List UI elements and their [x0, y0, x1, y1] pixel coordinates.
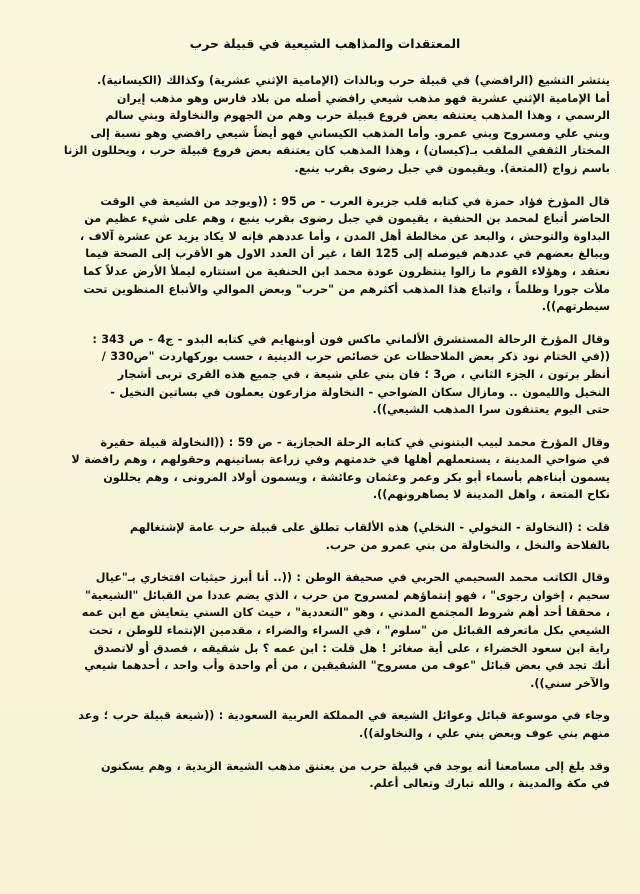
paragraph-line: ينتشر التشيع (الرافضي) في قبيلة حرب وبالذات (الإمامية الإثني عشرية) وكذالك (الكيسانية). — [97, 74, 610, 87]
paragraph-line: وجاء في موسوعة قبائل وعوائل الشيعة في المملكة العربية السعودية : ((شيعة قبيلة حرب ؛ وعد — [78, 709, 610, 723]
paragraph-line: يسمون أبناءهم بأسماء أبو بكر وعمر وعثمان وعائشة ، ويسمون أولاد المرونى ، وهم يحللون — [103, 470, 610, 484]
paragraph-line: الشيعي بكل ماتعرفه القبائل من "سلوم" ، في السراء والضراء ، مقدمين الإنتماء للوطن ، تحت — [88, 624, 610, 638]
paragraph-line: أنظر برتون ، الجزء الثاني ، ص3 ؛ فان بني علي شيعة ، في جميع هذه القرى تربى أشجار — [117, 367, 610, 381]
paragraph-line: قلت : (النخاولة - النخولي - النخلي) هذه الألقاب تطلق على قبيلة حرب عامة لإشتغالهم — [129, 521, 610, 535]
paragraph-line: حتى اليوم يعتنقون سرا المذهب الشيعي)). — [372, 403, 610, 417]
paragraph-line: الرسمي ، وهذا المذهب يعتنقه بعض فروع قبيلة حرب وهم من الجهوم والنخاولة وبني سالم — [105, 109, 610, 123]
document-body — [40, 72, 610, 793]
paragraph-line: البداوة والتوحش ، والبعد عن مخالطة أهل المدن ، وأما عددهم فإنه لا يكاد يزيد عن عشرة آلاف ، — [79, 229, 610, 243]
paragraph-1 — [40, 72, 610, 178]
paragraph-line: النخيل والليمون .. ومازال سكان الضواحي - النخاولة مزارعون يعملون في بساتين النخيل - — [110, 385, 610, 399]
paragraph-line: ، محققا أحد أهم شروط المجتمع المدني ، وهو "التعددية" ، حيث كان السني يتعايش مع ابن عمه — [81, 606, 610, 620]
paragraph-line: المختار الثقفي الملقب بـ(كيسان) ، وهذا المذهب كان يعتنقه بعض فروع قبيلة حرب ، ويحللون الزنا — [63, 144, 610, 158]
paragraph-line: ملأت جورا وظلماً ، واتباع هذا المذهب أكثرهم من "حرب" وبعض الموالي والأتباع المنظوين تحت — [83, 282, 610, 296]
paragraph-line: راية ابن سعود الخضراء ، على أية صغائر ! هل قلت : ابن عمه ؟ بل شقيقه ، فصدق أو لاتصدق — [93, 641, 610, 655]
paragraph-line: الحاضر أتباع لمحمد بن الحنفية ، يقيمون في جبل رضوى بقرب ينبع ، وهم على شيء عظيم من — [84, 212, 610, 226]
paragraph-line: وقال الكاتب محمد السحيمي الحربي في صحيفة الوطن : ((.. أنا أبرز حيثيات افتخاري بـ"عيال — [95, 571, 610, 585]
paragraph-line: في ضواحي المدينة ، يستعملهم أهلها في خدمتهم وفي زراعة بساتينهم وحقولهم ، وهم رافضة لا — [71, 453, 610, 467]
paragraph-line: وقال المؤرخ محمد لبيب البتنوني في كتابه الرحلة الحجازية - ص 59 : ((النخاولة قبيلة حقيرة — [100, 435, 610, 449]
paragraph-line: والآخر سني)). — [530, 676, 610, 690]
paragraph-line: في مكة والمدينة ، والله تبارك وتعالى أعلم. — [369, 777, 610, 791]
paragraph-line: سحيم ، إخوان رجوى" ، فهو إنتماؤهم لمسروح من حرب ، الذي يضم عددا من القبائل "الشيعية" — [85, 588, 610, 602]
paragraph-8 — [40, 758, 610, 793]
paragraph-line: نعتقد ، وهؤلاء القوم ما زالوا ينتظرون عودة محمد ابن الحنفية من استتاره ليملأ الأرض عدلاً كما — [83, 264, 610, 278]
paragraph-line: باسم زواج (المتعة). ويقيمون في جبل رضوى بقرب ينبع. — [294, 161, 610, 175]
page-title: المعتقدات والمذاهب الشيعية في قبيلة حرب — [189, 36, 461, 51]
paragraph-line: سيطرتهم)). — [541, 300, 610, 314]
paragraph-line: وقد بلغ إلى مسامعنا أنه يوجد في قبيلة حرب من يعتنق مذهب الشيعة الزيدية ، وهم يسكنون — [100, 759, 610, 773]
paragraph-line: منهم بني عوف وبعض بني علي ، والنخاولة)). — [359, 727, 610, 740]
paragraph-3 — [40, 331, 610, 419]
paragraph-line: بالفلاحة والنخل ، والنخاولة من بني عمرو من حرب. — [325, 538, 610, 552]
paragraph-6 — [40, 569, 610, 692]
paragraph-4 — [40, 434, 610, 504]
paragraph-7 — [40, 707, 610, 742]
paragraph-line: قال المؤرخ فؤاد حمزة في كتابه قلب جزيرة العرب - ص 95 : ((ويوجد من الشيعة في الوقت — [100, 194, 610, 208]
paragraph-line: وقال المؤرخ الرحالة المستشرق الألماني ماكس فون أوبنهايم في كتابه البدو - ج4 - ص 343 : — [92, 332, 610, 346]
paragraph-line: وبني علي ومسروح وبني عمرو. وأما المذهب الكيساني فهو أيضاً شيعي رافضي وهو نسبة إلى — [90, 126, 610, 140]
paragraph-line: أما الإمامية الإثني عشرية فهو مذهب شيعي رافضي أصله من بلاد فارس وهو مذهب إيران — [116, 91, 610, 105]
paragraph-line: أنك تجد في بعض قبائل "عوف من مسروح" الشقيقين ، من أم واحدة وأب واحد ، أحدهما شيعي — [84, 659, 610, 673]
paragraph-2 — [40, 193, 610, 316]
paragraph-line: نكاح المتعة ، واهل المدينة لا يصاهرونهم)). — [372, 488, 610, 502]
paragraph-5 — [40, 519, 610, 554]
paragraph-line: ((في الختام نود ذكر بعض الملاحظات عن خصائص حرب الدينية ، حسب بوركهاردت "ص330 / — [101, 350, 610, 364]
paragraph-line: ويبالغ بعضهم في عددهم فيوصله إلى 125 الفا ، غير أن العدد الاول هو الأقرب إلى الصحة فيما — [85, 247, 610, 261]
